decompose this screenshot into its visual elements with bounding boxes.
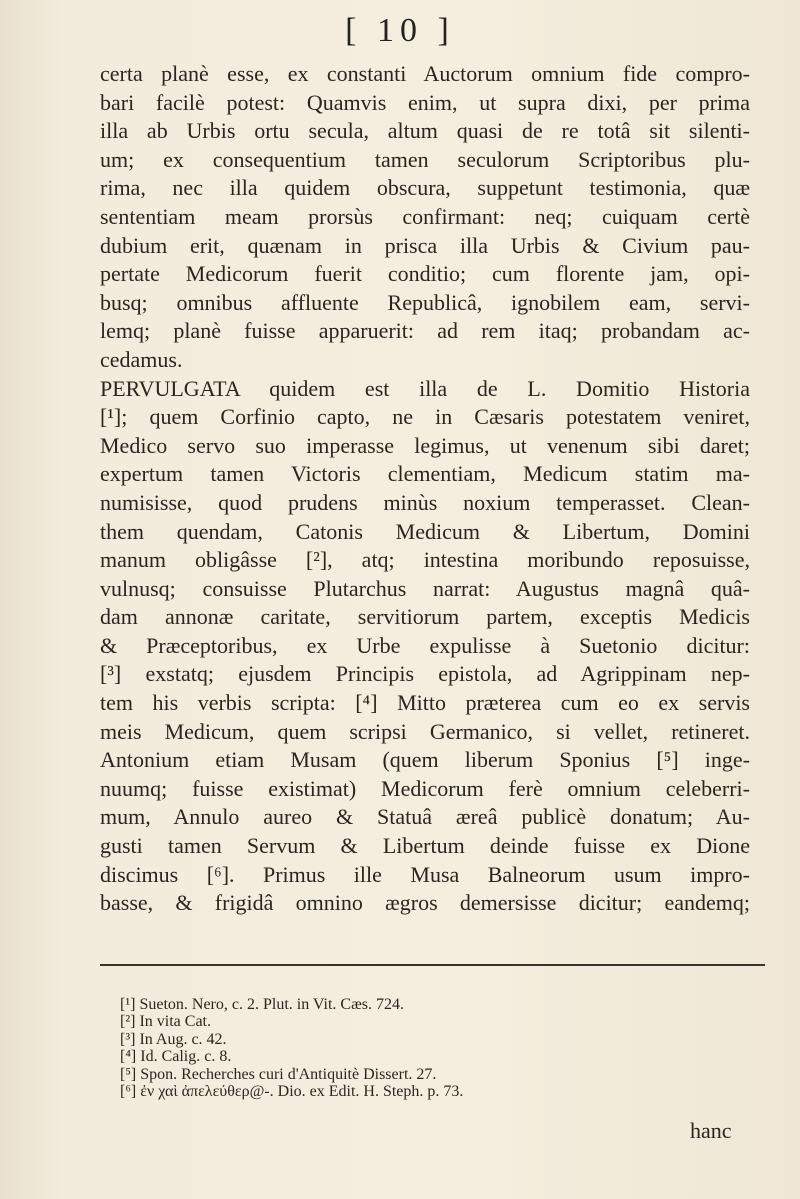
body-text (100, 60, 750, 918)
footnote: [⁴] Id. Calig. c. 8. (120, 1048, 232, 1066)
text-line: [¹]; quem Corfinio capto, ne in Cæsaris potestatem veniret, (100, 404, 750, 430)
footnote: [³] In Aug. c. 42. (120, 1030, 227, 1048)
text-line: nuumq; fuisse existimat) Medicorum ferè omnium celeberri- (100, 775, 750, 801)
text-line: PERVULGATA quidem est illa de L. Domitio Historia (100, 375, 750, 401)
text-line: expertum tamen Victoris clementiam, Medicum statim ma- (100, 461, 750, 487)
text-line: bari facilè potest: Quamvis enim, ut supra dixi, per prima (100, 89, 750, 115)
text-line: meis Medicum, quem scripsi Germanico, si vellet, retineret. (100, 718, 750, 744)
text-line: & Præceptoribus, ex Urbe expulisse à Suetonio dicitur: (100, 632, 750, 658)
page-number: [ 10 ] (345, 12, 455, 49)
text-line: Antonium etiam Musam (quem liberum Sponius [⁵] inge- (100, 747, 750, 773)
text-line: basse, & frigidâ omnino ægros demersisse dicitur; eandemq; (100, 890, 750, 916)
text-line: dam annonæ caritate, servitiorum partem, exceptis Medicis (100, 604, 750, 630)
text-line: busq; omnibus affluente Republicâ, ignobilem eam, servi- (100, 289, 750, 315)
footnotes (120, 996, 740, 1100)
text-line: numisisse, quod prudens minùs noxium temperasset. Clean- (100, 489, 750, 515)
text-line: [³] exstatq; ejusdem Principis epistola, ad Agrippinam nep- (100, 661, 750, 687)
text-line: dubium erit, quænam in prisca illa Urbis & Civium pau- (100, 232, 750, 258)
text-line: Medico servo suo imperasse legimus, ut venenum sibi daret; (100, 432, 750, 458)
text-line: tem his verbis scripta: [⁴] Mitto præterea cum eo ex servis (100, 690, 750, 716)
footnote: [⁶] ἐν χαὶ ἀπελεύθερ@-. Dio. ex Edit. H. Steph. p. 73. (120, 1083, 464, 1101)
text-line: sententiam meam prorsùs confirmant: neq; cuiquam certè (100, 203, 750, 229)
text-line: pertate Medicorum fuerit conditio; cum florente jam, opi- (100, 261, 750, 287)
text-line: lemq; planè fuisse apparuerit: ad rem itaq; probandam ac- (100, 318, 750, 344)
text-line: manum obligâsse [²], atq; intestina moribundo reposuisse, (100, 547, 750, 573)
text-line: cedamus. (100, 346, 183, 372)
text-line: vulnusq; consuisse Plutarchus narrat: Augustus magnâ quâ- (100, 575, 750, 601)
text-line: gusti tamen Servum & Libertum deinde fuisse ex Dione (100, 833, 750, 859)
text-line: discimus [⁶]. Primus ille Musa Balneorum usum impro- (100, 861, 750, 887)
text-line: mum, Annulo aureo & Statuâ æreâ publicè donatum; Au- (100, 804, 750, 830)
footnote: [²] In vita Cat. (120, 1013, 211, 1031)
footnote-divider (100, 964, 765, 966)
text-line: illa ab Urbis ortu secula, altum quasi de re totâ sit silenti- (100, 118, 750, 144)
footnote: [¹] Sueton. Nero, c. 2. Plut. in Vit. Cæs. 724. (120, 996, 404, 1013)
footnote: [⁵] Spon. Recherches curi d'Antiquitè Dissert. 27. (120, 1065, 437, 1083)
catchword: hanc (690, 1118, 732, 1143)
text-line: rima, nec illa quidem obscura, suppetunt testimonia, quæ (100, 175, 750, 201)
text-line: um; ex consequentium tamen seculorum Scriptoribus plu- (100, 146, 750, 172)
text-line: them quendam, Catonis Medicum & Libertum, Domini (100, 518, 750, 544)
text-line: certa planè esse, ex constanti Auctorum omnium fide compro- (100, 61, 750, 86)
